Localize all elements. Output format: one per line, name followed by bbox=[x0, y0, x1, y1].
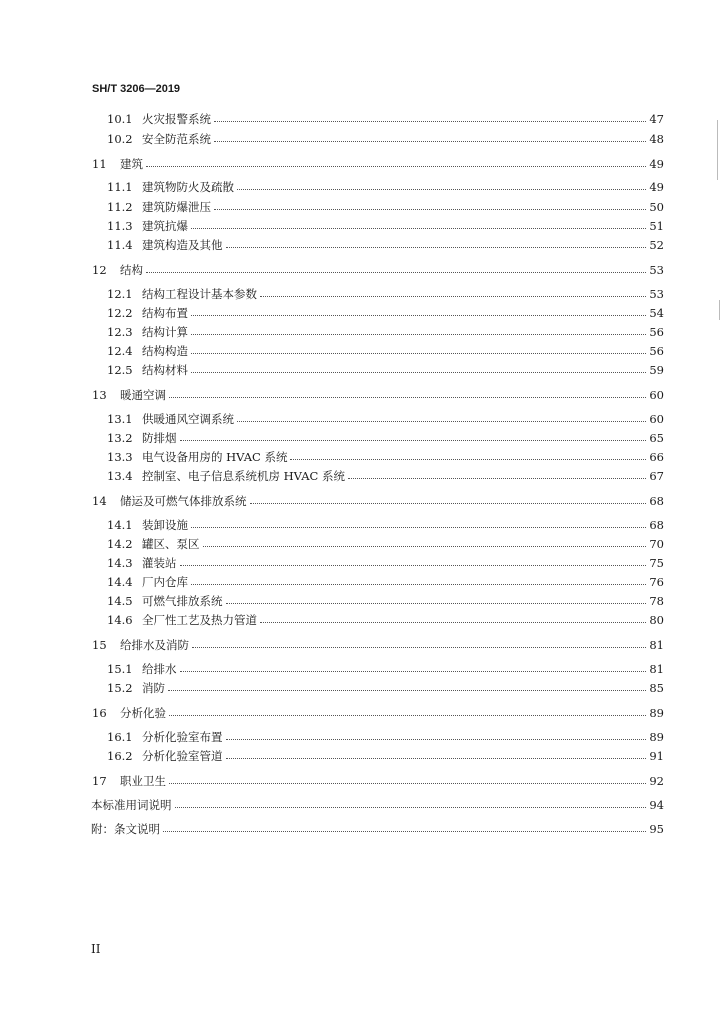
toc-entry-title: 分析化验 bbox=[120, 706, 166, 720]
page-number-footer: II bbox=[91, 942, 101, 956]
toc-entry-page: 67 bbox=[649, 469, 664, 483]
scan-edge-mark bbox=[719, 300, 720, 320]
toc-entry-title: 厂内仓库 bbox=[142, 575, 188, 589]
toc-entry-page: 70 bbox=[649, 537, 664, 551]
toc-entry-page: 47 bbox=[649, 112, 664, 126]
dot-leader bbox=[214, 140, 646, 142]
toc-entry bbox=[91, 798, 664, 812]
dot-leader bbox=[203, 545, 647, 547]
dot-leader bbox=[191, 526, 646, 528]
toc-entry-title: 可燃气排放系统 bbox=[142, 594, 223, 608]
toc-entry bbox=[107, 180, 664, 194]
toc-entry-page: 56 bbox=[649, 344, 664, 358]
toc-entry bbox=[107, 749, 664, 763]
toc-entry bbox=[107, 431, 664, 445]
toc-entry-page: 66 bbox=[649, 450, 664, 464]
toc-entry-title: 结构构造 bbox=[142, 344, 188, 358]
toc-entry-title: 供暖通风空调系统 bbox=[142, 412, 234, 426]
toc-entry bbox=[107, 325, 664, 339]
dot-leader bbox=[168, 689, 646, 691]
toc-entry-page: 80 bbox=[649, 613, 664, 627]
toc-entry-number: 16.1 bbox=[107, 730, 133, 744]
toc-entry-page: 95 bbox=[649, 822, 664, 836]
toc-entry bbox=[107, 219, 664, 233]
toc-entry bbox=[92, 494, 664, 508]
toc-entry bbox=[91, 822, 664, 836]
toc-entry-page: 75 bbox=[649, 556, 664, 570]
toc-entry-number: 14.6 bbox=[107, 613, 133, 627]
dot-leader bbox=[260, 295, 646, 297]
toc-entry-page: 50 bbox=[649, 200, 664, 214]
toc-entry-number: 11.2 bbox=[107, 200, 133, 214]
dot-leader bbox=[169, 396, 646, 398]
toc-entry bbox=[92, 706, 664, 720]
toc-entry-page: 49 bbox=[649, 180, 664, 194]
dot-leader bbox=[146, 165, 646, 167]
dot-leader bbox=[163, 830, 646, 832]
toc-entry-title: 控制室、电子信息系统机房 HVAC 系统 bbox=[142, 469, 345, 483]
toc-entry bbox=[107, 575, 664, 589]
dot-leader bbox=[169, 782, 646, 784]
toc-entry-number: 13.3 bbox=[107, 450, 133, 464]
toc-entry-page: 60 bbox=[649, 388, 664, 402]
toc-entry bbox=[92, 638, 664, 652]
dot-leader bbox=[226, 602, 647, 604]
toc-entry-number: 11.1 bbox=[107, 180, 133, 194]
dot-leader bbox=[191, 333, 646, 335]
toc-entry bbox=[107, 537, 664, 551]
toc-entry-number: 13.2 bbox=[107, 431, 133, 445]
toc-entry-title: 分析化验室管道 bbox=[142, 749, 223, 763]
toc-entry-page: 52 bbox=[649, 238, 664, 252]
dot-leader bbox=[226, 246, 647, 248]
toc-entry-title: 给排水及消防 bbox=[120, 638, 189, 652]
toc-entry-page: 54 bbox=[649, 306, 664, 320]
toc-entry-number: 14.4 bbox=[107, 575, 133, 589]
toc-entry bbox=[92, 774, 664, 788]
toc-entry-title: 灌装站 bbox=[142, 556, 177, 570]
toc-entry-number: 14 bbox=[92, 494, 107, 508]
dot-leader bbox=[260, 621, 646, 623]
toc-entry-number: 15 bbox=[92, 638, 107, 652]
toc-entry-number: 13.1 bbox=[107, 412, 133, 426]
toc-entry-page: 78 bbox=[649, 594, 664, 608]
toc-entry bbox=[107, 132, 664, 146]
toc-entry-number: 14.1 bbox=[107, 518, 133, 532]
toc-entry bbox=[107, 306, 664, 320]
dot-leader bbox=[191, 371, 646, 373]
toc-entry-title: 结构工程设计基本参数 bbox=[142, 287, 257, 301]
toc-entry bbox=[107, 681, 664, 695]
toc-entry bbox=[107, 730, 664, 744]
dot-leader bbox=[146, 271, 646, 273]
toc-entry-title: 消防 bbox=[142, 681, 165, 695]
toc-entry bbox=[107, 662, 664, 676]
toc-entry-number: 14.2 bbox=[107, 537, 133, 551]
toc-entry-page: 56 bbox=[649, 325, 664, 339]
dot-leader bbox=[180, 439, 647, 441]
dot-leader bbox=[214, 208, 646, 210]
toc-entry-title: 结构 bbox=[120, 263, 143, 277]
toc-entry-number: 16 bbox=[92, 706, 107, 720]
dot-leader bbox=[191, 314, 646, 316]
toc-entry-title: 给排水 bbox=[142, 662, 177, 676]
toc-entry-title: 火灾报警系统 bbox=[142, 112, 211, 126]
toc-entry-page: 76 bbox=[649, 575, 664, 589]
toc-entry-title: 安全防范系统 bbox=[142, 132, 211, 146]
toc-entry-title: 防排烟 bbox=[142, 431, 177, 445]
toc-entry bbox=[92, 388, 664, 402]
toc-entry-title: 装卸设施 bbox=[142, 518, 188, 532]
toc-entry-number: 11 bbox=[92, 157, 107, 171]
toc-entry-page: 53 bbox=[649, 287, 664, 301]
toc-entry bbox=[107, 238, 664, 252]
toc-entry-page: 65 bbox=[649, 431, 664, 445]
toc-entry-title: 储运及可燃气体排放系统 bbox=[120, 494, 247, 508]
scan-edge-mark bbox=[717, 120, 718, 180]
toc-entry-number: 12.1 bbox=[107, 287, 133, 301]
toc-entry bbox=[107, 287, 664, 301]
toc-entry-number: 12.5 bbox=[107, 363, 133, 377]
toc-entry-title: 结构计算 bbox=[142, 325, 188, 339]
toc-entry bbox=[107, 518, 664, 532]
toc-entry-number: 16.2 bbox=[107, 749, 133, 763]
toc-entry-title: 结构布置 bbox=[142, 306, 188, 320]
toc-entry-title: 附：条文说明 bbox=[91, 822, 160, 836]
toc-entry-number: 14.3 bbox=[107, 556, 133, 570]
toc-entry bbox=[92, 263, 664, 277]
toc-entry-page: 92 bbox=[649, 774, 664, 788]
dot-leader bbox=[180, 564, 647, 566]
toc-entry-page: 68 bbox=[649, 518, 664, 532]
toc-entry bbox=[107, 450, 664, 464]
toc-entry bbox=[92, 157, 664, 171]
toc-entry-title: 建筑 bbox=[120, 157, 143, 171]
toc-entry bbox=[107, 594, 664, 608]
toc-entry-number: 10.1 bbox=[107, 112, 133, 126]
toc-entry-title: 电气设备用房的 HVAC 系统 bbox=[142, 450, 288, 464]
toc-entry-page: 53 bbox=[649, 263, 664, 277]
toc-entry-number: 11.3 bbox=[107, 219, 133, 233]
toc-entry-page: 60 bbox=[649, 412, 664, 426]
toc-entry-page: 48 bbox=[649, 132, 664, 146]
toc-entry-page: 81 bbox=[649, 662, 664, 676]
toc-entry bbox=[107, 556, 664, 570]
document-code-header: SH/T 3206—2019 bbox=[92, 83, 181, 95]
dot-leader bbox=[226, 757, 647, 759]
dot-leader bbox=[169, 714, 646, 716]
toc-entry-number: 13.4 bbox=[107, 469, 133, 483]
toc-entry-title: 分析化验室布置 bbox=[142, 730, 223, 744]
toc-entry-title: 结构材料 bbox=[142, 363, 188, 377]
toc-entry-title: 罐区、泵区 bbox=[142, 537, 200, 551]
toc-entry bbox=[107, 200, 664, 214]
dot-leader bbox=[191, 227, 646, 229]
toc-entry-number: 12.3 bbox=[107, 325, 133, 339]
toc-entry bbox=[107, 363, 664, 377]
dot-leader bbox=[226, 738, 647, 740]
toc-entry bbox=[107, 112, 664, 126]
toc-entry-title: 本标准用词说明 bbox=[91, 798, 172, 812]
toc-entry-number: 12.4 bbox=[107, 344, 133, 358]
dot-leader bbox=[250, 502, 647, 504]
toc-entry-number: 13 bbox=[92, 388, 107, 402]
toc-entry bbox=[107, 613, 664, 627]
toc-entry-page: 85 bbox=[649, 681, 664, 695]
toc-entry-number: 15.2 bbox=[107, 681, 133, 695]
dot-leader bbox=[237, 188, 646, 190]
dot-leader bbox=[191, 352, 646, 354]
toc-entry-title: 全厂性工艺及热力管道 bbox=[142, 613, 257, 627]
dot-leader bbox=[348, 477, 646, 479]
toc-entry-page: 59 bbox=[649, 363, 664, 377]
dot-leader bbox=[237, 420, 646, 422]
toc-entry-number: 12.2 bbox=[107, 306, 133, 320]
toc-entry-title: 职业卫生 bbox=[120, 774, 166, 788]
dot-leader bbox=[191, 583, 646, 585]
dot-leader bbox=[214, 120, 646, 122]
toc-entry-page: 81 bbox=[649, 638, 664, 652]
toc-entry bbox=[107, 344, 664, 358]
toc-entry-number: 12 bbox=[92, 263, 107, 277]
toc-entry-number: 10.2 bbox=[107, 132, 133, 146]
toc-entry-page: 49 bbox=[649, 157, 664, 171]
toc-entry-page: 51 bbox=[649, 219, 664, 233]
toc-entry-number: 17 bbox=[92, 774, 107, 788]
toc-entry bbox=[107, 412, 664, 426]
toc-entry-page: 91 bbox=[649, 749, 664, 763]
toc-entry-number: 11.4 bbox=[107, 238, 133, 252]
toc-entry-page: 89 bbox=[649, 730, 664, 744]
toc-entry-number: 14.5 bbox=[107, 594, 133, 608]
toc-entry-page: 94 bbox=[649, 798, 664, 812]
toc-entry-page: 68 bbox=[649, 494, 664, 508]
toc-entry-title: 建筑构造及其他 bbox=[142, 238, 223, 252]
toc-entry-title: 建筑物防火及疏散 bbox=[142, 180, 234, 194]
toc-entry-title: 建筑防爆泄压 bbox=[142, 200, 211, 214]
dot-leader bbox=[290, 458, 646, 460]
toc-entry-title: 建筑抗爆 bbox=[142, 219, 188, 233]
toc-entry-page: 89 bbox=[649, 706, 664, 720]
dot-leader bbox=[180, 670, 647, 672]
toc-entry bbox=[107, 469, 664, 483]
dot-leader bbox=[175, 806, 647, 808]
toc-entry-title: 暖通空调 bbox=[120, 388, 166, 402]
dot-leader bbox=[192, 646, 646, 648]
toc-entry-number: 15.1 bbox=[107, 662, 133, 676]
